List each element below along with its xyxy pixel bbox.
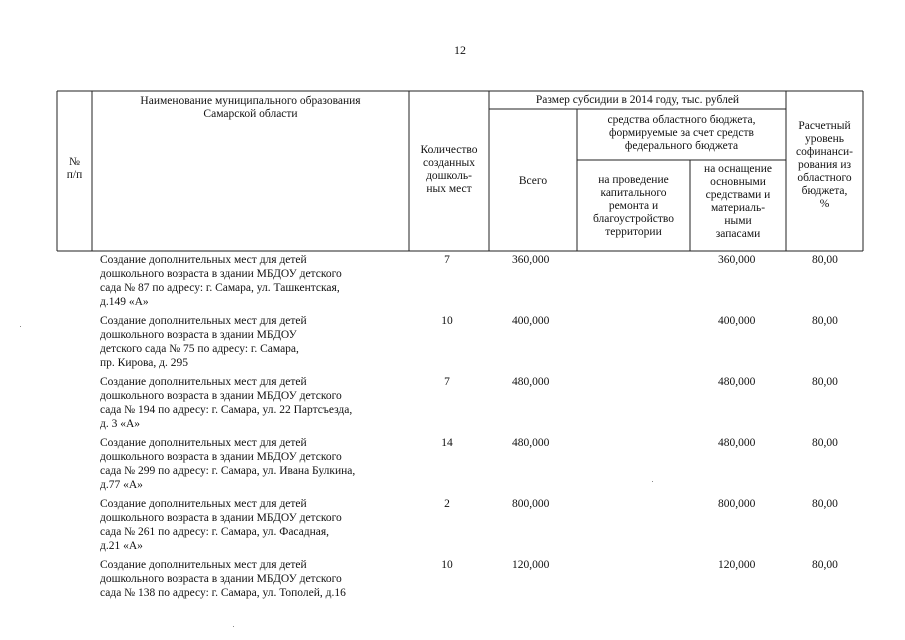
table-row <box>0 251 905 312</box>
row-federal-equipment: 120,000 <box>718 559 756 571</box>
row-name: Создание дополнительных мест для детей дошкольного возраста в здании МБДОУ детского сада № 194 по адресу: г. Самара, ул. 22 Партсъезда, д. 3 «А» <box>100 376 353 430</box>
table-body <box>0 251 905 617</box>
row-level: 80,00 <box>812 254 838 266</box>
row-name: Создание дополнительных мест для детей дошкольного возраста в здании МБДОУ детского сада № 75 по адресу: г. Самара, пр. Кирова, д. 295 <box>100 315 307 369</box>
row-level: 80,00 <box>812 437 838 449</box>
scan-speck <box>652 481 653 482</box>
row-level: 80,00 <box>812 559 838 571</box>
header-federal-capital: на проведение капитального ремонта и благоустройство территории <box>592 174 675 238</box>
row-quantity: 7 <box>444 376 450 388</box>
row-level: 80,00 <box>812 315 838 327</box>
row-level: 80,00 <box>812 376 838 388</box>
row-quantity: 14 <box>441 437 453 449</box>
row-total: 360,000 <box>512 254 550 266</box>
row-quantity: 2 <box>444 498 450 510</box>
row-name: Создание дополнительных мест для детей дошкольного возраста в здании МБДОУ детского сада № 261 по адресу: г. Самара, ул. Фасадная, д.21 «А» <box>100 498 342 552</box>
table-row <box>0 556 905 617</box>
row-total: 120,000 <box>512 559 550 571</box>
table-row <box>0 373 905 434</box>
row-name: Создание дополнительных мест для детей дошкольного возраста в здании МБДОУ детского сада № 138 по адресу: г. Самара, ул. Тополей, д.16 <box>100 559 346 599</box>
page-number: 12 <box>454 43 466 57</box>
row-federal-equipment: 360,000 <box>718 254 756 266</box>
header-federal: средства областного бюджета, формируемые за счет средств федерального бюджета <box>607 114 756 152</box>
table-row <box>0 495 905 556</box>
scan-speck <box>20 326 21 327</box>
row-total: 800,000 <box>512 498 550 510</box>
row-level: 80,00 <box>812 498 838 510</box>
row-total: 400,000 <box>512 315 550 327</box>
header-cofinancing-level: Расчетный уровень софинанси- рования из областного бюджета, % <box>796 120 853 210</box>
row-name: Создание дополнительных мест для детей дошкольного возраста в здании МБДОУ детского сада № 299 по адресу: г. Самара, ул. Ивана Булкина, д.77 «А» <box>100 437 356 491</box>
table-row <box>0 434 905 495</box>
row-quantity: 10 <box>441 559 453 571</box>
row-federal-equipment: 480,000 <box>718 437 756 449</box>
header-num: № п/п <box>66 156 83 181</box>
header-total: Всего <box>518 175 548 187</box>
header-name: Наименование муниципального образования Самарской области <box>140 95 361 120</box>
row-federal-equipment: 480,000 <box>718 376 756 388</box>
table-row <box>0 312 905 373</box>
header-quantity: Количество созданных дошколь- ных мест <box>420 144 478 195</box>
header-subsidy: Размер субсидии в 2014 году, тыс. рублей <box>535 94 740 106</box>
row-federal-equipment: 800,000 <box>718 498 756 510</box>
row-total: 480,000 <box>512 376 550 388</box>
row-quantity: 7 <box>444 254 450 266</box>
row-total: 480,000 <box>512 437 550 449</box>
row-name: Создание дополнительных мест для детей дошкольного возраста в здании МБДОУ детского сада № 87 по адресу: г. Самара, ул. Ташкентская, д.149 «А» <box>100 254 342 308</box>
row-quantity: 10 <box>441 315 453 327</box>
scan-speck <box>233 626 234 627</box>
row-federal-equipment: 400,000 <box>718 315 756 327</box>
header-federal-equipment: на оснащение основными средствами и материаль- ными запасами <box>704 163 772 240</box>
